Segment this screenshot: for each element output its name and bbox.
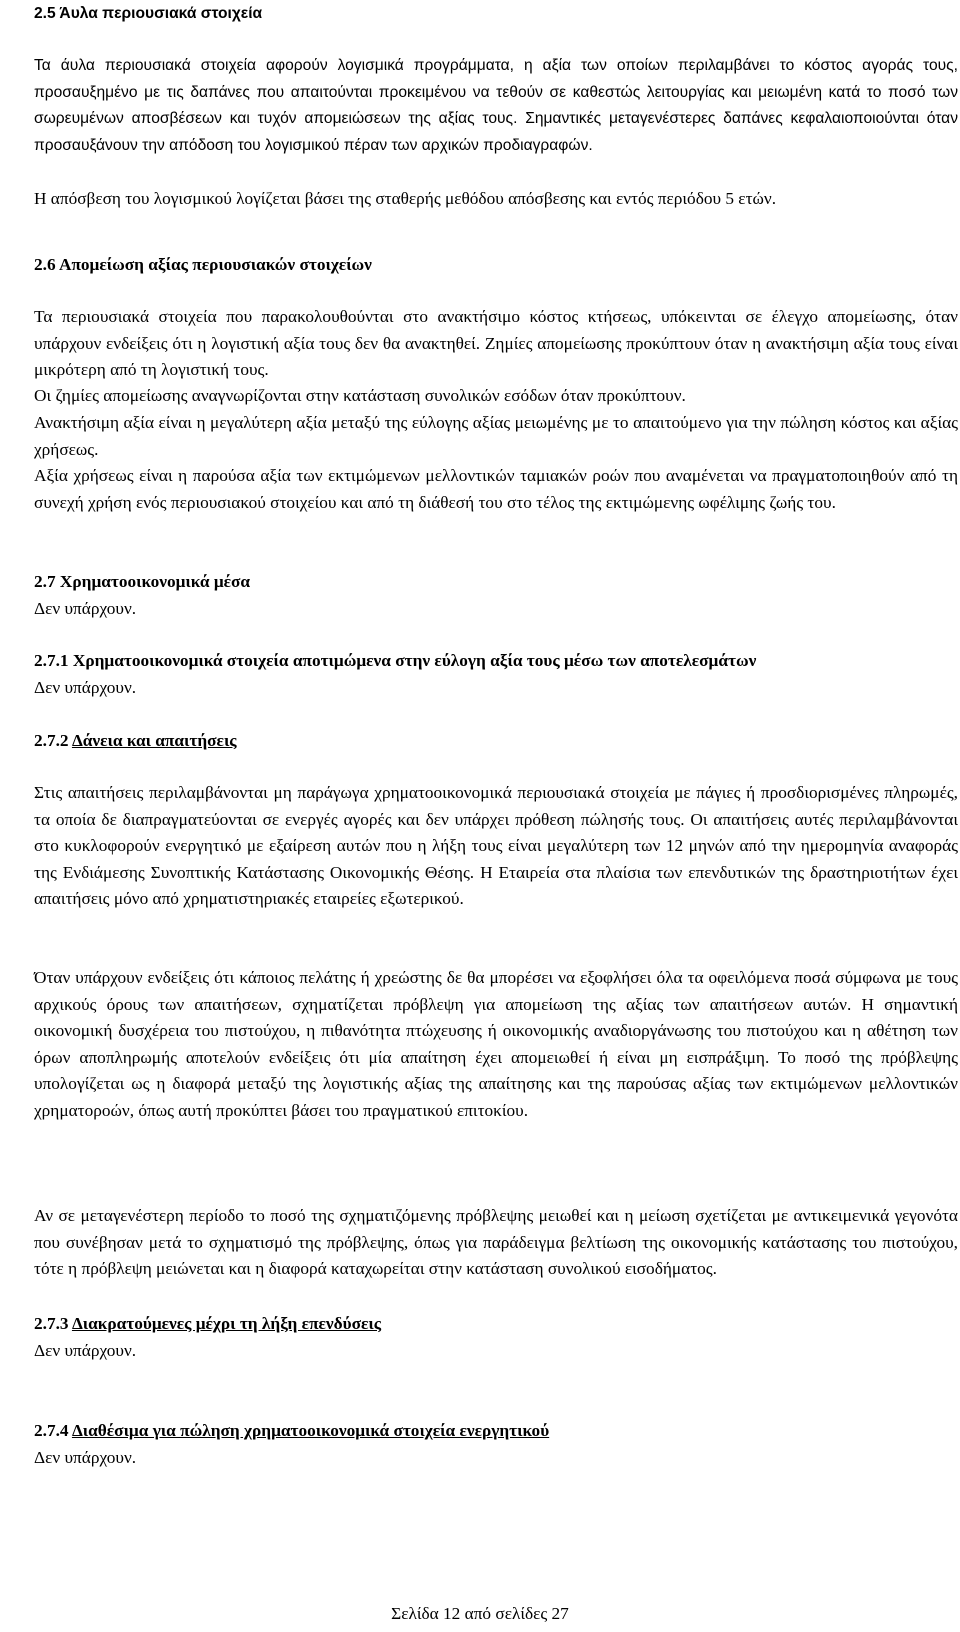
paragraph-2-6-value-in-use: Αξία χρήσεως είναι η παρούσα αξία των εκτιμώμενων μελλοντικών ταμιακών ροών που αναμένεται να πραγματοποιηθούν από τη συνεχή χρήση ενός περιουσιακού στοιχείου και από τη διάθεσή του στο τέλος της εκτιμώμενης ωφέλιμης ζωής του. [34, 466, 958, 512]
paragraph-2-7-2-impairment-provision: Όταν υπάρχουν ενδείξεις ότι κάποιος πελάτης ή χρεώστης δε θα μπορέσει να εξοφλήσει όλα τα οφειλόμενα ποσά σύμφωνα με τους αρχικούς όρους των απαιτήσεων, σχηματίζεται πρόβλεψη για απομείωση της αξίας των απαιτήσεων αυτών. Η σημαντική οικονομική δυσχέρεια του πιστούχου, η πιθανότητα πτώχευσης ή οικονομικής αναδιοργάνωσης του πιστούχου και η αθέτηση των όρων αποπληρωμής αποτελούν ενδείξεις ότι μία απαίτηση έχει απομειωθεί ή είναι μη εισπράξιμη. Το ποσό της πρόβλεψης υπολογίζεται ως η διαφορά μεταξύ της λογιστικής αξίας της απαίτησης και της παρούσας αξίας των εκτιμώμενων μελλοντικών χρηματοροών, όπως αυτή προκύπτει βάσει του πραγματικού επιτοκίου. [34, 968, 958, 1120]
text-2-7-1-none: Δεν υπάρχουν. [34, 678, 137, 697]
section-heading-2-7-2 [34, 728, 958, 755]
text-2-7-3-none: Δεν υπάρχουν. [34, 1341, 137, 1360]
paragraph-2-7-2-receivables: Στις απαιτήσεις περιλαμβάνονται μη παράγωγα χρηματοοικονομικά περιουσιακά στοιχεία με πάγιες ή προσδιορισμένες πληρωμές, τα οποία δε διαπραγματεύονται σε ενεργές αγορές και δεν υπάρχει πρόθεση πώλησής τους. Οι απαιτήσεις αυτές περιλαμβάνονται στο κυκλοφορούν ενεργητικό με εξαίρεση αυτών που η λήξη τους είναι μεγαλύτερη των 12 μηνών από την ημερομηνία αναφοράς της Ενδιάμεσης Συνοπτικής Κατάστασης Οικονομικής Θέσης. Η Εταιρεία στα πλαίσια των επενδυτικών της δραστηριοτήτων έχει απαιτήσεις μόνο από χρηματιστηριακές εταιρείες εξωτερικού. [34, 783, 958, 908]
section-number-2-7-2: 2.7.2 [34, 731, 69, 750]
text-2-7-none: Δεν υπάρχουν. [34, 599, 137, 618]
paragraph-2-6-recoverable: Ανακτήσιμη αξία είναι η μεγαλύτερη αξία μεταξύ της εύλογης αξίας μειωμένης με το απαιτούμενο για την πώληση κόστος και αξίας χρήσεως. [34, 413, 958, 459]
paragraph-2-6-losses: Οι ζημίες απομείωσης αναγνωρίζονται στην κατάσταση συνολικών εσόδων όταν προκύπτουν. [34, 386, 686, 405]
text-2-7-4-none: Δεν υπάρχουν. [34, 1448, 137, 1467]
paragraph-2-6-impairment: Τα περιουσιακά στοιχεία που παρακολουθούνται στο ανακτήσιμο κόστος κτήσεως, υπόκεινται σε έλεγχο απομείωσης, όταν υπάρχουν ενδείξεις ότι η λογιστική αξία τους δεν θα ανακτηθεί. Ζημίες απομείωσης προκύπτουν όταν η ανακτήσιμη αξία τους είναι μικρότερη από τη λογιστική τους. [34, 307, 958, 379]
section-heading-2-7-3 [34, 1311, 958, 1338]
section-heading-2-7: 2.7 Χρηματοοικονομικά μέσα [34, 572, 251, 591]
section-heading-2-7-4 [34, 1418, 958, 1445]
paragraph-2-5-amortisation: Η απόσβεση του λογισμικού λογίζεται βάσει της σταθερής μεθόδου απόσβεσης και εντός περιόδου 5 ετών. [34, 189, 777, 208]
paragraph-2-5-intangibles: Τα άυλα περιουσιακά στοιχεία αφορούν λογισμικά προγράμματα, η αξία των οποίων περιλαμβάνει το κόστος αγοράς τους, προσαυξημένο με τις δαπάνες που απαιτούνται προκειμένου να τεθούν σε καθεστώς λειτουργίας και μειωμένη κατά το ποσό των σωρευμένων αποσβέσεων και τυχόν απομειώσεων της αξίας τους. Σημαντικές μεταγενέστερες δαπάνες κεφαλαιοποιούνται όταν προσαυξάνουν την απόδοση του λογισμικού πέραν των αρχικών προδιαγραφών. [34, 57, 958, 154]
section-heading-2-6: 2.6 Απομείωση αξίας περιουσιακών στοιχείων [34, 255, 372, 274]
section-title-2-7-4: Διαθέσιμα για πώληση χρηματοοικονομικά στοιχεία ενεργητικού [71, 1421, 550, 1440]
section-title-2-7-3: Διακρατούμενες μέχρι τη λήξη επενδύσεις [71, 1314, 382, 1333]
section-number-2-7-3: 2.7.3 [34, 1314, 69, 1333]
paragraph-2-7-2-reversal: Αν σε μεταγενέστερη περίοδο το ποσό της σχηματιζόμενης πρόβλεψης μειωθεί και η μείωση σχετίζεται με αντικειμενικά γεγονότα που συνέβησαν μετά το σχηματισμό της πρόβλεψης, όπως για παράδειγμα βελτίωση της οικονομικής κατάστασης του πιστούχου, τότε η πρόβλεψη μειώνεται και η διαφορά καταχωρείται στην κατάσταση συνολικού εισοδήματος. [34, 1206, 958, 1278]
section-title-2-7-2: Δάνεια και απαιτήσεις [71, 731, 237, 750]
section-heading-2-5: 2.5 Άυλα περιουσιακά στοιχεία [34, 5, 263, 22]
page-number-footer: Σελίδα 12 από σελίδες 27 [391, 1604, 569, 1623]
section-heading-2-7-1: 2.7.1 Χρηματοοικονομικά στοιχεία αποτιμώμενα στην εύλογη αξία τους μέσω των αποτελεσμάτων [34, 651, 757, 670]
section-number-2-7-4: 2.7.4 [34, 1421, 69, 1440]
